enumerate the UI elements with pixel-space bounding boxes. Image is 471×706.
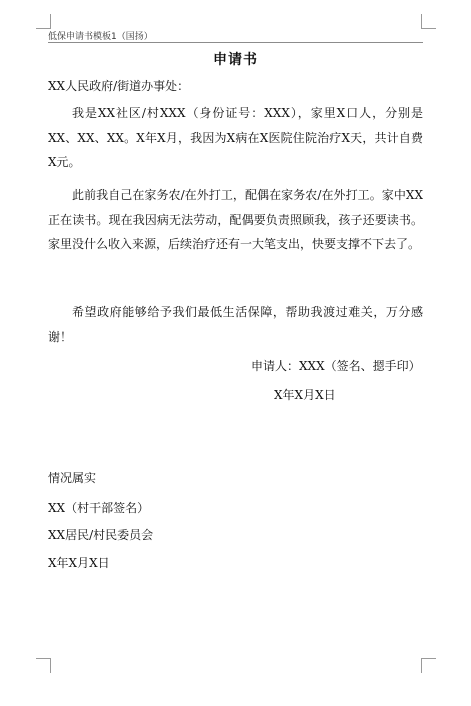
cadre-signature-line: XX（村干部签名） [48, 501, 150, 515]
applicant-signature-line: 申请人：XXX（签名、摁手印） [251, 359, 421, 373]
margin-corner-top-right [421, 14, 436, 29]
committee-line: XX居民/村民委员会 [48, 528, 154, 542]
verification-date-line: X年X月X日 [48, 556, 110, 570]
margin-corner-bottom-right [421, 658, 436, 673]
header-divider [48, 42, 423, 43]
margin-corner-top-left [36, 14, 51, 29]
salutation: XX人民政府/街道办事处： [48, 79, 190, 93]
applicant-date-line: X年X月X日 [274, 388, 336, 402]
page-header: 低保申请书模板1（国扬） [48, 32, 153, 42]
margin-corner-bottom-left [36, 658, 51, 673]
body-paragraph-2: 此前我自己在家务农/在外打工，配偶在家务农/在外打工。家中XX正在读书。现在我因病无法劳动，配偶要负责照顾我，孩子还要读书。家里没什么收入来源，后续治疗还有一大笔支出，快要支撑不下去了。 [48, 188, 423, 251]
document-title: 申请书 [213, 52, 258, 68]
verification-heading: 情况属实 [48, 471, 97, 485]
body-paragraph-1: 我是XX社区/村XXX（身份证号：XXX），家里X口人，分别是XX、XX、XX。X年X月，我因为X病在X医院住院治疗X天，共计自费X元。 [48, 106, 423, 169]
body-paragraph-3: 希望政府能够给予我们最低生活保障，帮助我渡过难关，万分感谢！ [48, 305, 423, 344]
